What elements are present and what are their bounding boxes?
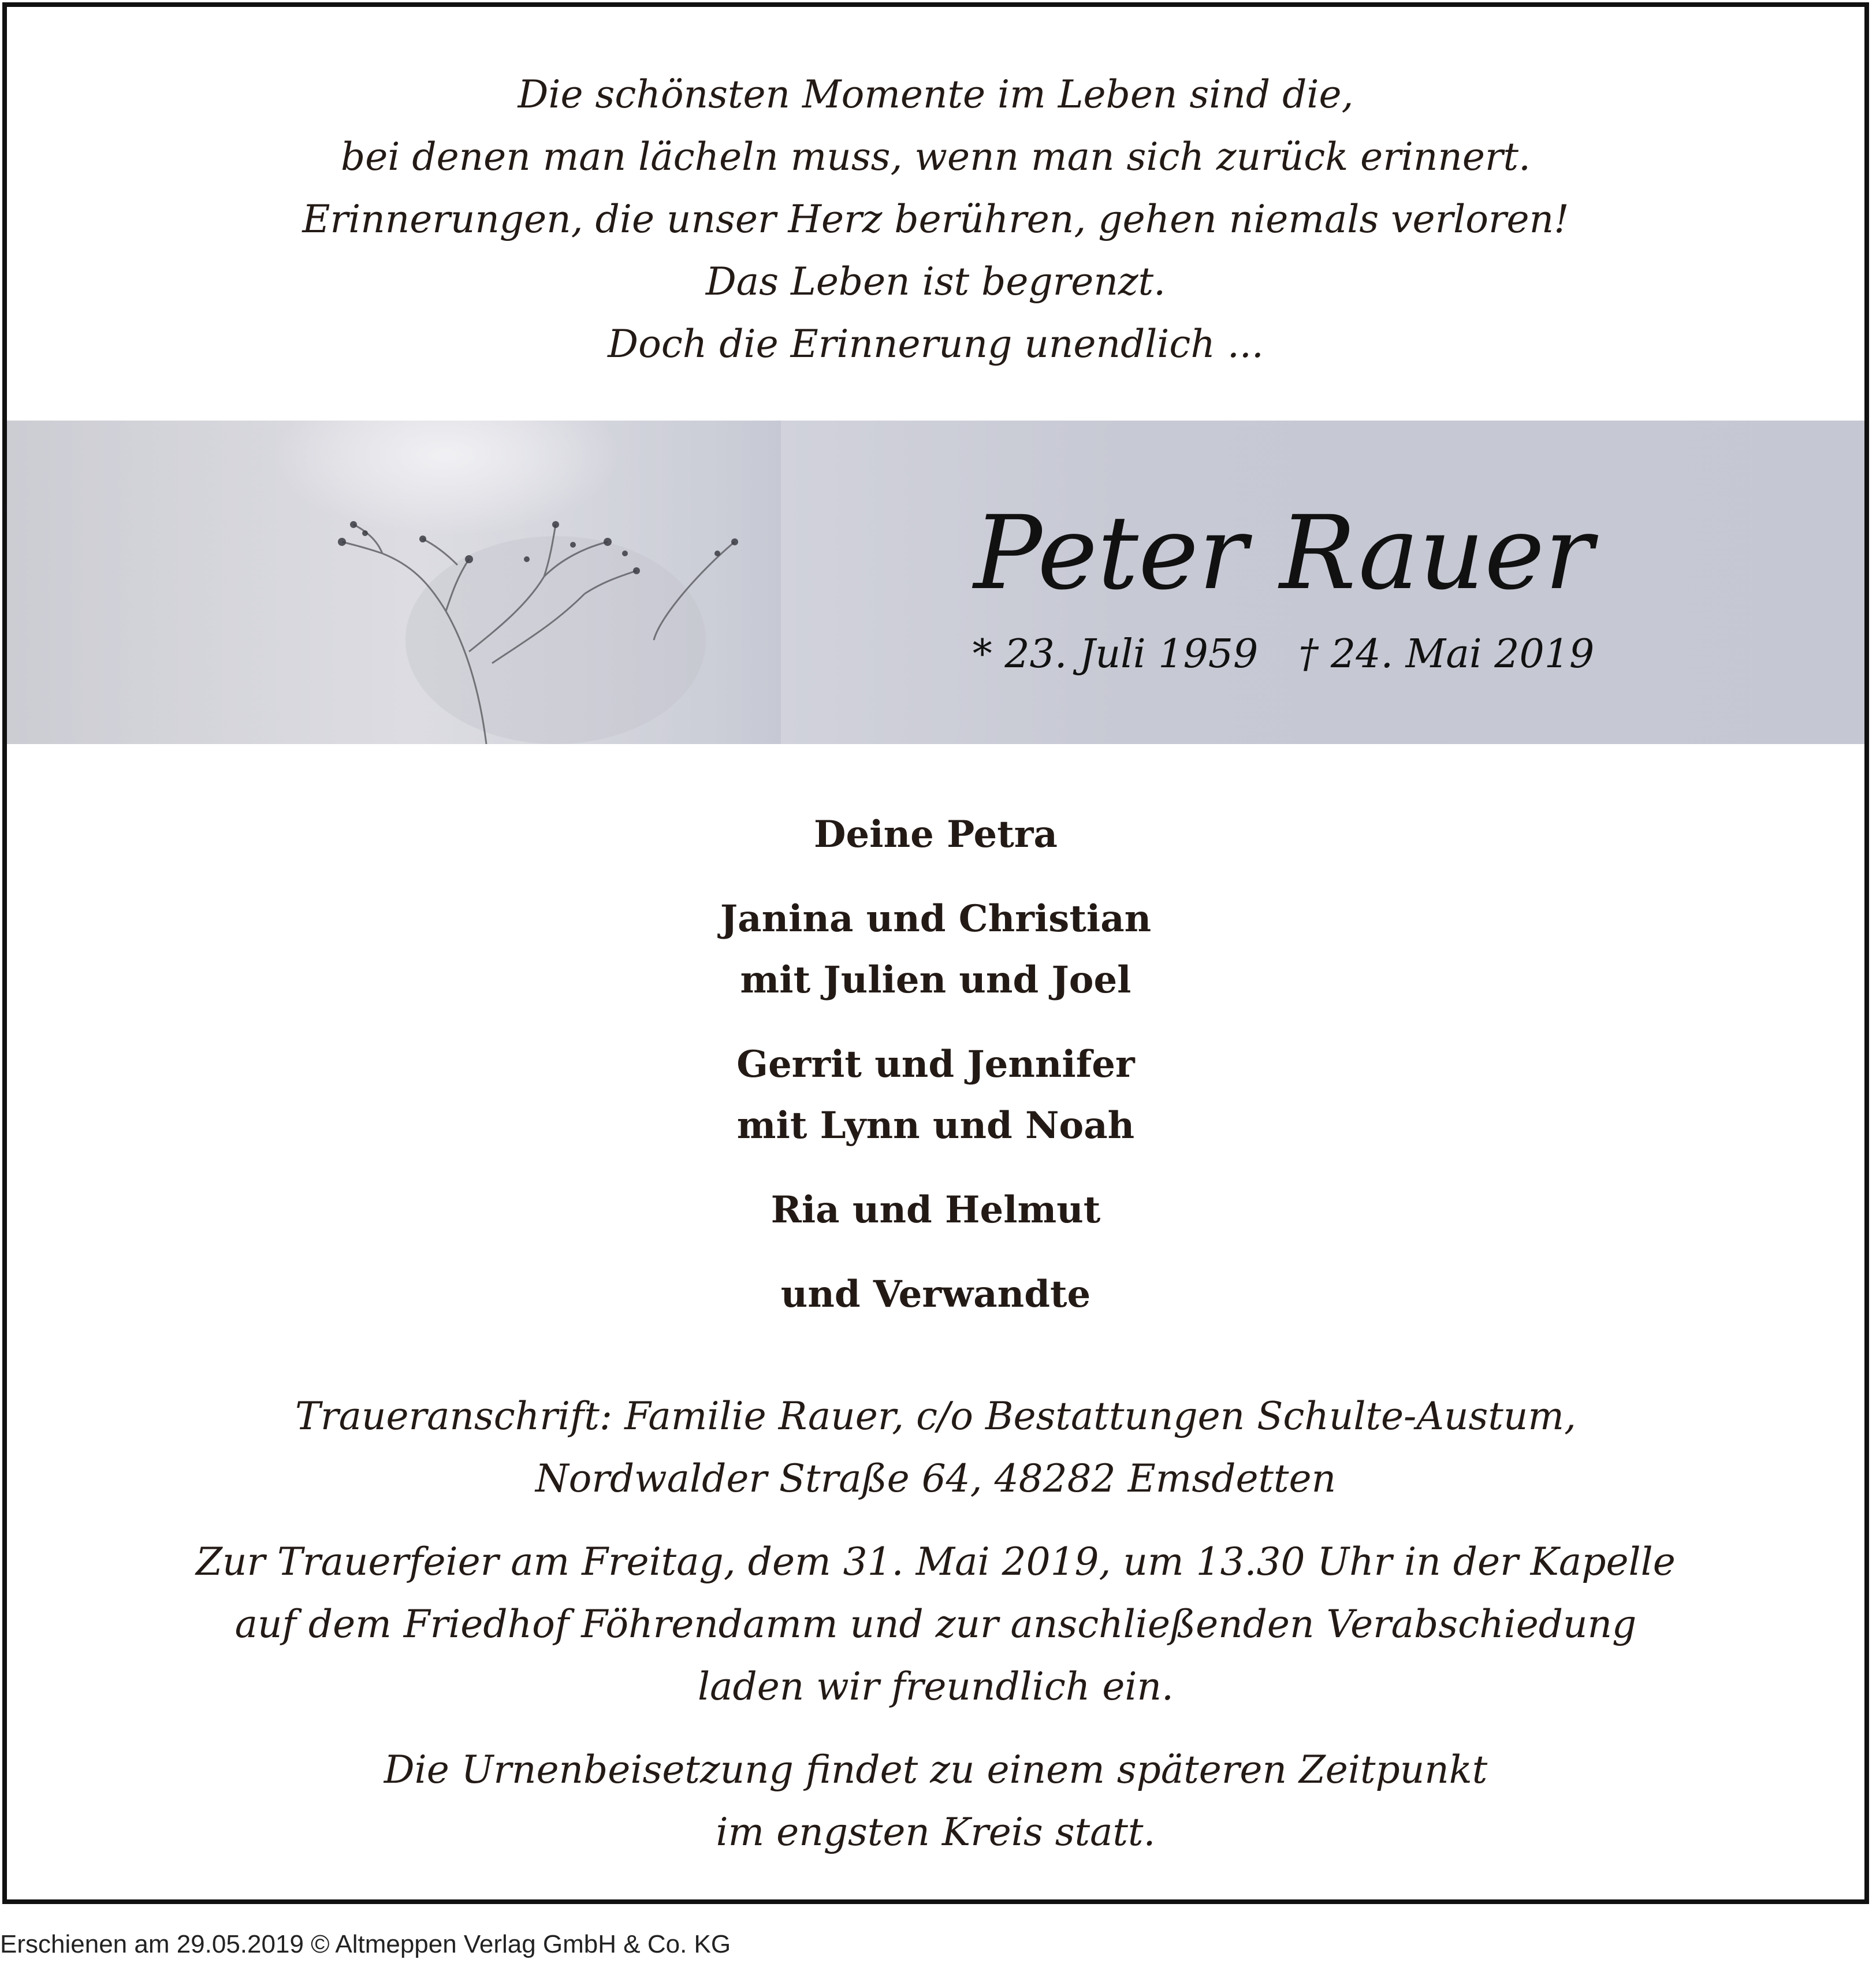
poem-line: Die schönsten Momente im Leben sind die, [518, 72, 1354, 117]
mourners-list [7, 804, 1864, 1348]
name-banner [7, 421, 1864, 744]
notes-line: Nordwalder Straße 64, 48282 Emsdetten [535, 1456, 1337, 1501]
obituary-frame [2, 2, 1869, 1904]
notes-line: Zur Trauerfeier am Freitag, dem 31. Mai 2019, um 13.30 Uhr in der Kapelle [196, 1540, 1676, 1584]
notes-line: Die Urnenbeisetzung findet zu einem späteren Zeitpunkt [384, 1748, 1488, 1792]
mourner-line: Gerrit und Jennifer [736, 1043, 1135, 1086]
mourner-line: Janina und Christian [720, 897, 1152, 940]
death-date: † 24. Mai 2019 [1298, 631, 1595, 677]
notes-line: Traueranschrift: Familie Rauer, c/o Bestattungen Schulte-Austum, [295, 1394, 1576, 1438]
poem-line: Erinnerungen, die unser Herz berühren, gehen niemals verloren! [302, 197, 1569, 241]
publication-footer: Erschienen am 29.05.2019 © Altmeppen Verlag GmbH & Co. KG [0, 1930, 731, 1958]
funeral-notes [7, 1385, 1864, 1884]
mourner-group [7, 1180, 1864, 1241]
mourner-line: Deine Petra [814, 813, 1058, 856]
notes-line: im engsten Kreis statt. [716, 1810, 1156, 1854]
mourner-line: und Verwandte [780, 1273, 1091, 1316]
poem-line: Das Leben ist begrenzt. [705, 259, 1166, 304]
funeral-service-info [7, 1531, 1864, 1718]
poem [7, 64, 1864, 375]
mourner-group [7, 804, 1864, 865]
dried-flower-photo [7, 421, 781, 744]
deceased-name: Peter Rauer [973, 494, 1594, 612]
mourner-line: mit Julien und Joel [740, 958, 1131, 1002]
birth-date: * 23. Juli 1959 [972, 631, 1259, 677]
notes-line: auf dem Friedhof Föhrendamm und zur anschließenden Verabschiedung [234, 1602, 1637, 1646]
mourner-group [7, 888, 1864, 1011]
poem-line: Doch die Erinnerung unendlich ... [608, 322, 1264, 366]
poem-line: bei denen man lächeln muss, wenn man sich zurück erinnert. [340, 135, 1531, 179]
life-dates [873, 629, 1693, 681]
notes-line: laden wir freundlich ein. [697, 1664, 1174, 1709]
mourning-address [7, 1385, 1864, 1510]
mourner-line: Ria und Helmut [770, 1188, 1101, 1232]
mourner-group [7, 1264, 1864, 1325]
mourner-group [7, 1034, 1864, 1157]
mourner-line: mit Lynn und Noah [736, 1104, 1135, 1147]
urn-burial-info [7, 1739, 1864, 1864]
